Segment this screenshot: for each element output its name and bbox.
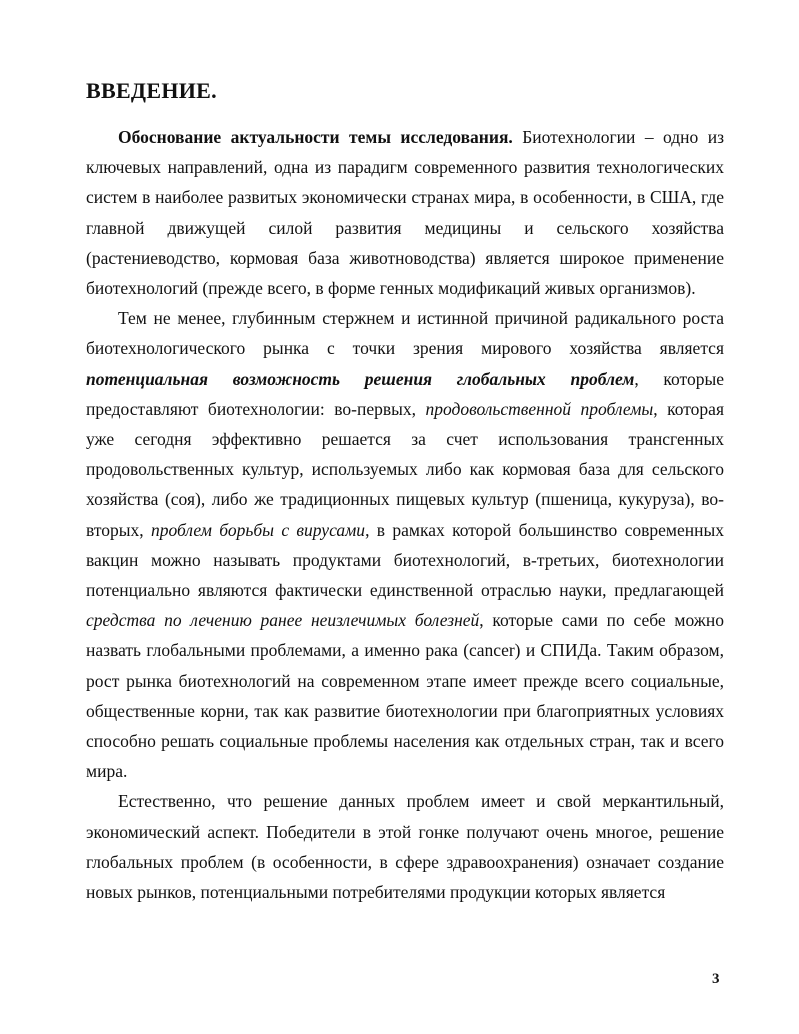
- paragraph-relevance: [86, 122, 724, 303]
- paragraph-lead-heading: Обоснование актуальности темы исследования.: [118, 127, 513, 147]
- paragraph-economic-aspect: [86, 786, 724, 907]
- paragraph-text: , которые сами по себе можно назвать глобальными проблемами, а именно рака (cancer) и СПИДа. Таким образом, рост рынка биотехнологий на современном этапе имеет прежде всего социальные, общественные корни, так как развитие биотехнологии при благоприятных условиях способно решать социальные проблемы населения как отдельных стран, так и всего мира.: [86, 610, 724, 782]
- paragraph-text: , в рамках которой большинство современных вакцин можно называть продуктами биотехнологий, в-третьих, биотехнологии потенциально являются фактически единственной отраслью науки, предлагающей: [86, 519, 724, 601]
- paragraph-text: , которые предоставляют биотехнологии: во-первых,: [86, 368, 724, 419]
- body-text: [86, 122, 724, 907]
- emphasis-italic: продовольственной проблемы: [425, 398, 654, 419]
- page-number: 3: [712, 971, 720, 987]
- paragraph-text: , которая уже сегодня эффективно решается за счет использования трансгенных продовольственных культур, используемых либо как кормовая база для сельского хозяйства (соя), либо же традиционных пищевых культур (пшеница, кукуруза), во-вторых,: [86, 398, 724, 540]
- page-title: ВВЕДЕНИЕ.: [86, 78, 217, 103]
- paragraph-text: Биотехнологии – одно из ключевых направлений, одна из парадигм современного развития технологических систем в наиболее развитых экономически странах мира, в особенности, в США, где главной движущей силой развития медицины и сельского хозяйства (растениеводство, кормовая база животноводства) является широкое применение биотехнологий (прежде всего, в форме генных модификаций живых организмов).: [86, 127, 725, 299]
- emphasis-bold-italic: потенциальная возможность решения глобальных проблем: [86, 368, 635, 389]
- paragraph-global-problems: [86, 303, 724, 786]
- emphasis-italic: средства по лечению ранее неизлечимых болезней: [86, 610, 480, 631]
- paragraph-text: Тем не менее, глубинным стержнем и истинной причиной радикального роста биотехнологического рынка с точки зрения мирового хозяйства является: [86, 308, 724, 359]
- paragraph-text: Естественно, что решение данных проблем имеет и свой меркантильный, экономический аспект. Победители в этой гонке получают очень многое, решение глобальных проблем (в особенности, в сфере здравоохранения) означает создание новых рынков, потенциальными потребителями продукции которых является: [86, 791, 724, 903]
- emphasis-italic: проблем борьбы с вирусами: [150, 519, 366, 540]
